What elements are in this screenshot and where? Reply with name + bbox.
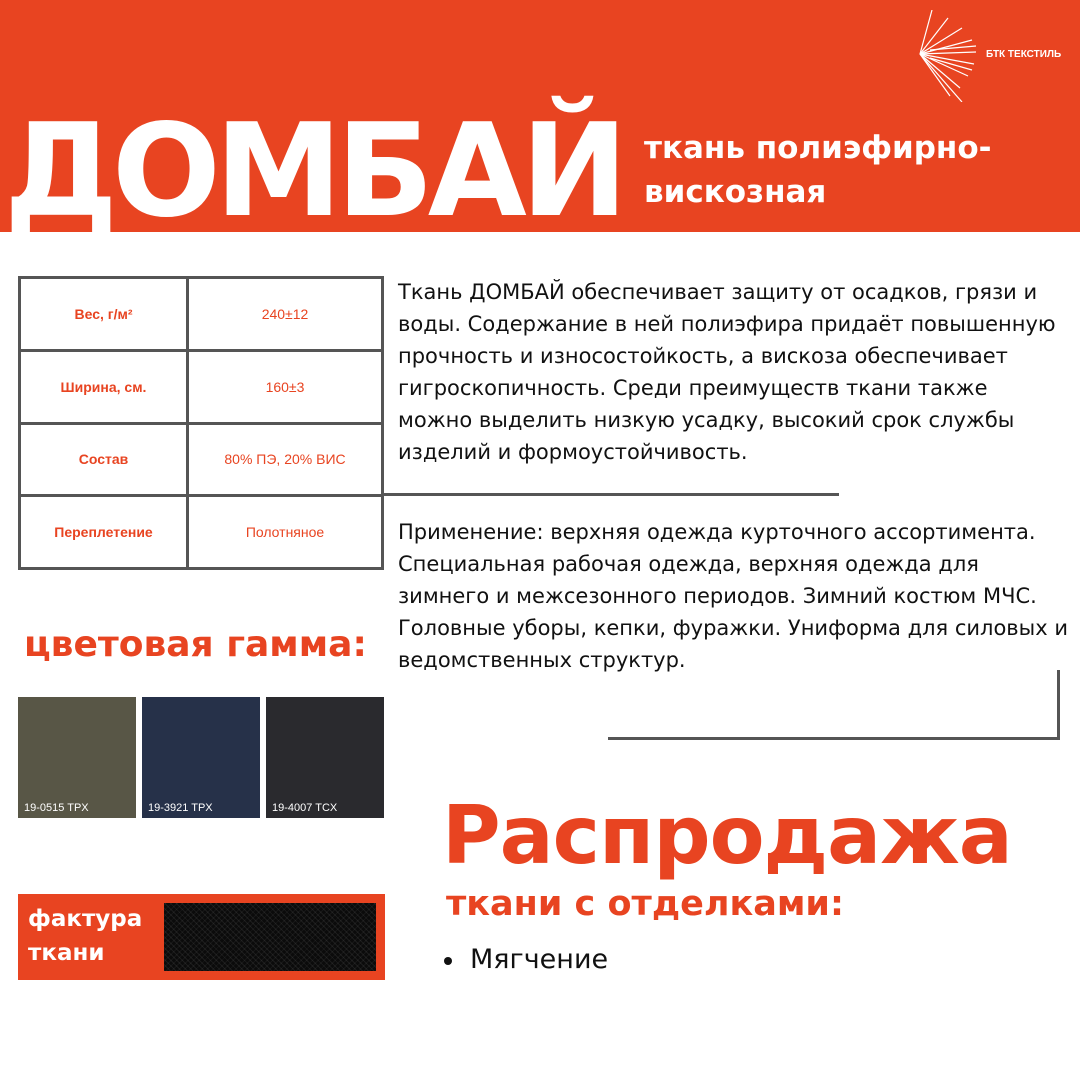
texture-panel	[18, 894, 385, 980]
brand-name: БТК ТЕКСТИЛЬ	[986, 49, 1062, 60]
sale-subtitle: ткани с отделками:	[446, 884, 844, 924]
description-text: Ткань ДОМБАЙ обеспечивает защиту от осадков, грязи и воды. Содержание в ней полиэфира придаёт повышенную прочность и износостойкость, а вискоза обеспечивает гигроскопичность. Среди преимуществ ткани также можно выделить низкую усадку, высокий срок службы изделий и формоустойчивость.	[398, 280, 1056, 464]
spec-value: Полотняное	[188, 496, 383, 569]
sale-title: Распродажа	[442, 789, 1012, 882]
list-item: Мягчение	[440, 940, 608, 980]
divider-line	[384, 493, 839, 496]
application-text: Применение: верхняя одежда курточного ассортимента. Специальная рабочая одежда, верхняя одежда для зимнего и межсезонного периодов. Зимний костюм МЧС. Головные уборы, кепки, фуражки. Униформа для силовых и ведомственных структур.	[398, 520, 1069, 672]
spec-value: 240±12	[188, 278, 383, 351]
texture-label	[28, 902, 142, 970]
product-subtitle	[644, 126, 1064, 214]
texture-label-line-1: фактура	[28, 906, 143, 932]
spec-label: Ширина, см.	[20, 350, 188, 423]
product-title: ДОМБАЙ	[4, 97, 622, 246]
divider-line	[608, 737, 1060, 740]
spec-value: 160±3	[188, 350, 383, 423]
table-row	[20, 496, 383, 569]
swatch-code: 19-4007 TCX	[272, 802, 338, 814]
table-row	[20, 423, 383, 496]
spec-label: Состав	[20, 423, 188, 496]
subtitle-line-2: вискозная	[644, 174, 827, 210]
subtitle-line-1: ткань полиэфирно-	[644, 130, 992, 166]
color-swatch	[142, 697, 260, 818]
header-banner	[0, 0, 1080, 246]
color-swatch	[266, 697, 384, 818]
divider-line-vertical	[1057, 670, 1060, 740]
specs-table	[18, 276, 384, 570]
fabric-texture-image	[164, 903, 376, 971]
table-row	[20, 278, 383, 351]
spec-label: Вес, г/м²	[20, 278, 188, 351]
finish-list	[440, 940, 608, 980]
spec-label: Переплетение	[20, 496, 188, 569]
radiating-lines-logo-icon	[918, 10, 978, 102]
table-row	[20, 350, 383, 423]
texture-label-line-2: ткани	[28, 940, 105, 966]
swatch-code: 19-0515 TPX	[24, 802, 89, 814]
swatch-code: 19-3921 TPX	[148, 802, 213, 814]
color-swatch	[18, 697, 136, 818]
palette-title: цветовая гамма:	[24, 624, 367, 665]
spec-value: 80% ПЭ, 20% ВИС	[188, 423, 383, 496]
